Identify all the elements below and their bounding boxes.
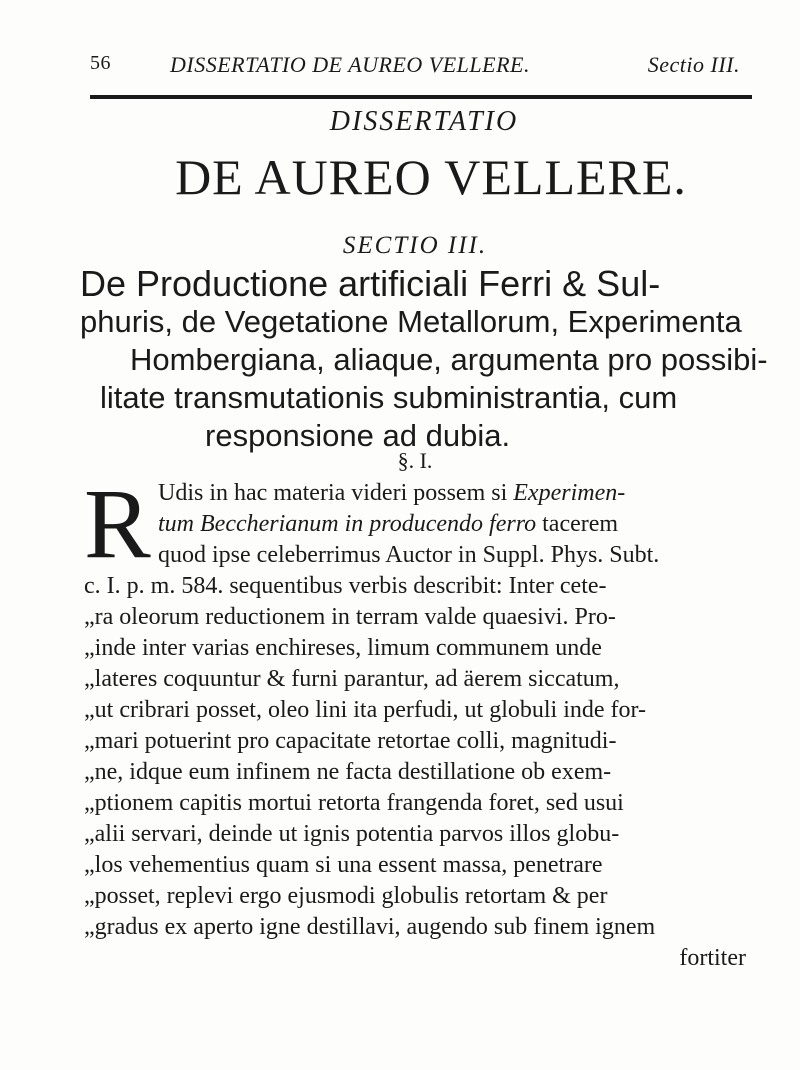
text-line: „ne, idque eum infinem ne facta destillatione ob exem-: [84, 759, 612, 785]
catchword: fortiter: [679, 945, 746, 971]
italic-fragment: Experimen-: [513, 480, 626, 506]
running-title: DISSERTATIO DE AUREO VELLERE.: [170, 52, 530, 77]
text-line: „alii servari, deinde ut ignis potentia parvos illos globu-: [84, 821, 620, 847]
text-line: „ptionem capitis mortui retorta frangenda foret, sed usui: [84, 790, 624, 816]
text-line: „gradus ex aperto igne destillavi, augendo sub finem ignem: [84, 914, 656, 940]
text-line: c. I. p. m. 584. sequentibus verbis describit: Inter cete-: [84, 573, 607, 599]
header-rule: [90, 95, 752, 99]
drop-cap: R: [84, 468, 151, 579]
paragraph-number: §. I.: [397, 448, 433, 473]
main-title: DE AUREO VELLERE.: [175, 149, 687, 205]
text-fragment: Udis in hac materia videri possem si: [158, 480, 514, 506]
section-heading-line: litate transmutationis subministrantia, cum: [100, 380, 678, 415]
text-line: „posset, replevi ergo ejusmodi globulis retortam & per: [84, 883, 608, 909]
text-line: quod ipse celeberrimus Auctor in Suppl. Phys. Subt.: [158, 542, 660, 568]
text-line: [84, 478, 764, 509]
text-line: „inde inter varias enchireses, limum communem unde: [84, 635, 602, 661]
section-heading-line: responsione ad dubia.: [205, 418, 511, 453]
section-heading-line: Hombergiana, aliaque, argumenta pro possibi-: [130, 342, 768, 377]
running-head: [90, 50, 740, 82]
text-line: „lateres coquuntur & furni parantur, ad äerem siccatum,: [84, 666, 620, 692]
section-heading-line: phuris, de Vegetatione Metallorum, Experimenta: [80, 304, 742, 339]
text-line: „ut cribrari posset, oleo lini ita perfudi, ut globuli inde for-: [84, 697, 647, 723]
body-text: [84, 478, 764, 974]
text-line: „ra oleorum reductionem in terram valde quaesivi. Pro-: [84, 604, 616, 630]
dissertatio-label: DISSERTATIO: [329, 106, 519, 137]
page-number: 56: [90, 52, 111, 74]
italic-fragment: tum Beccherianum in producendo ferro: [158, 511, 537, 537]
text-line: [84, 509, 764, 540]
text-fragment: tacerem: [536, 511, 619, 537]
sectio-label: SECTIO III.: [342, 232, 488, 259]
section-heading-line: De Productione artificiali Ferri & Sul-: [80, 263, 661, 304]
section-reference: Sectio III.: [647, 52, 740, 77]
text-line: „los vehementius quam si una essent massa, penetrare: [84, 852, 603, 878]
section-heading: [80, 265, 800, 455]
text-line: „mari potuerint pro capacitate retortae colli, magnitudi-: [84, 728, 617, 754]
